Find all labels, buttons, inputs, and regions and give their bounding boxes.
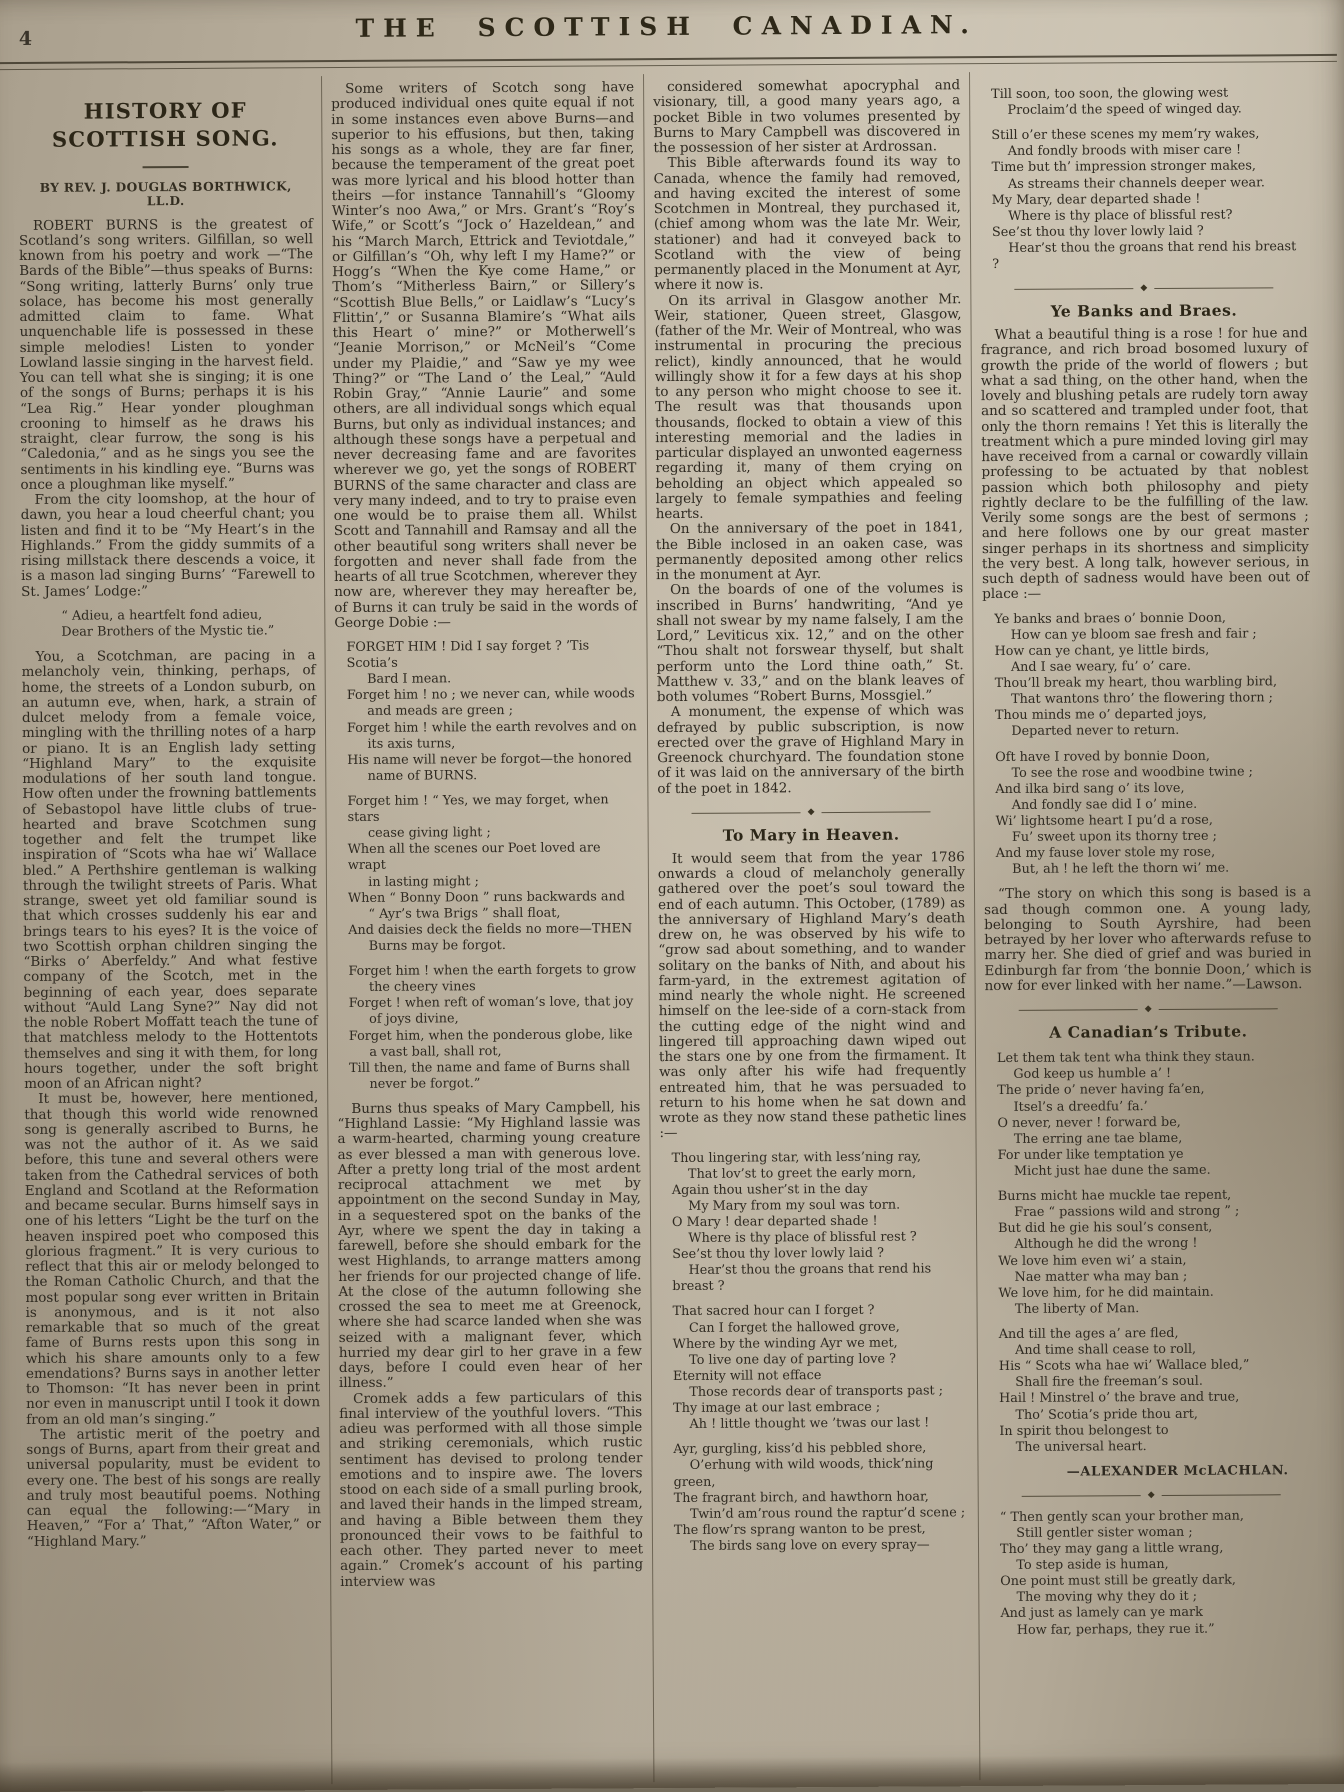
paragraph: On its arrival in Glasgow another Mr. Weir, stationer, Queen street, Glasgow, (father of the Mr. Weir of Montreal, who was instrumental in procuring the precious relict), kindly announced, that he would willingly show it for a few days at his shop to any person who might choose to see it. The result was that thousands upon thousands, flocked to obtain a view of this interesting memorial and the ladies in particular displayed an unwonted eagerness regarding it, many of them crying on beholding an object which appealed so largely to female sympathies and feeling hearts. (654, 290, 963, 523)
verse-tribute-stanza-3: And till the ages a’ are fled, And time shall cease to roll, His “ Scots wha hae wi’ Wallace bled,” Shall fire the freeman’s soul. Hail ! Minstrel o’ the brave and true, Tho’ Scotia’s pride thou art, In spirit thou belongest to The universal heart. (998, 1325, 1250, 1455)
masthead-title: THE SCOTTISH CANADIAN. (355, 10, 978, 43)
author-attribution: —ALEXANDER McLACHLAN. (1066, 1463, 1289, 1480)
verse-to-mary-stanza-2: That sacred hour can I forget ? Can I forget the hallowed grove, Where by the winding Ayr we met, To live one day of parting love ? Eternity will not efface Those records dear of transports past ; Thy image at our last embrace ; Ah ! little thought we ’twas our last ! (672, 1303, 944, 1433)
page-number: 4 (18, 27, 33, 50)
section-title-ye-banks-and-braes: Ye Banks and Braes. (1050, 300, 1238, 321)
paragraph: It would seem that from the year 1786 onwards a cloud of melancholy generally gathered over the poet’s soul toward the end of each autumn. This October, (1789) as the anniversary of Highland Mary’s death drew on, he was observed by his wife to “grow sad about something, and to wander solitary on the banks of Nith, and about his farm-yard, in the extremest agitation of mind nearly the whole night. He screened himself on the lee-side of a corn-stack from the cutting edge of the night wind and lingered till approaching dawn wiped out the stars one by one from the firmament. It was only after his wife had frequently entreated him, that he was persuaded to return to his home when he sat down and wrote as they now stand these pathetic lines :— (657, 848, 967, 1142)
verse-dobie-stanza-2: Forget him ! “ Yes, we may forget, when stars cease giving light ; When all the scenes our Poet loved are wrapt in lasting might ; When “ Bonny Doon ” runs backwards and “ Ayr’s twa Brigs ” shall float, And daisies deck the fields no more—THEN Burns may be forgot. (347, 792, 633, 954)
masthead-double-rule (0, 54, 1337, 70)
column-2 (321, 74, 653, 1784)
divider-ornament-icon: ◆ (1147, 1489, 1155, 1500)
verse-ye-banks-stanza-1: Ye banks and braes o’ bonnie Doon, How can ye bloom sae fresh and fair ; How can ye chant, ye little birds, And I sae weary, fu’ o’ care. Thou’ll break my heart, thou warbling bird, That wantons thro’ the flowering thorn ; Thou minds me o’ departed joys, Departed never to return. (994, 610, 1278, 740)
paragraph: considered somewhat apocryphal and visionary, till, a good many years ago, a pocket Bible in two volumes presented by Burns to Mary Campbell was discovered in the possession of her sister at Ardrossan. (653, 77, 961, 157)
title-ornament-rule (143, 166, 189, 168)
column-layout (9, 70, 1343, 1786)
verse-to-mary-stanza-5: Still o’er these scenes my mem’ry wakes, And fondly broods with miser care ! Time but th’ impression stronger makes, As streams their channels deeper wear. My Mary, dear departed shade ! Where is thy place of blissful rest? See’st thou thy lover lowly laid ? Hear’st thou the groans that rend his breast ? (991, 126, 1301, 273)
paragraph: You, a Scotchman, are pacing in a melancholy vein, thinking, perhaps, of home, the streets of a London suburb, on an autumn eve, when, hark, a strain of dulcet melody from a female voice, mingling with the thrilling notes of a harp or piano. It is an English lady setting “Highland Mary” to the exquisite modulations of her south land tongue. How often under the frowning battlements of Sebastopol have little clubs of true-hearted and brave Scotchmen sung together and felt the trumpet like inspiration of “Scots wha hae wi’ Wallace bled.” A Perthshire gentleman is walking through the twilight streets of Paris. What strange, sweet yet old familiar sound is that which crosses suddenly his ear and brings tears to his eyes? It is the voice of two Scottish orphan children singing the “Birks o’ Aberfeldy.” And what festive company of the Scotch, met in the beginning of each year, does separate without “Auld Lang Syne?” Nay did not the noble Robert Moffatt teach the tune of that matchless melody to the Hottentots themselves and sing it with them, for long hours together, under the soft bright moon of an African night? (21, 647, 319, 1093)
paragraph: A monument, the expense of which was defrayed by public subscription, is now erected over the grave of Highland Mary in Greenock churchyard. The foundation stone of it was laid on the anniversary of the birth of the poet in 1842. (656, 702, 965, 797)
paragraph: What a beautiful thing is a rose ! for hue and fragrance, and rich broad bosomed luxury of growth the pride of the world of flowers ; but what a sad thing, on the other hand, when the lovely and blushing petals are rudely torn away and so scattered and trampled under foot, that only the thorn remains ! Yet this is literally the treatment which a pure minded loving girl may have received from a carnal or cowardly villain professing to be actuated by that noblest passion which both philosophy and piety rightly declare to be the fulfilling of the law. Verily some songs are the best of sermons ; and here follows one by our great master singer perhaps in its shortness and simplicity the very best. A long talk, however serious, in such depth of sadness would have been out of place :— (980, 325, 1310, 603)
paragraph: This Bible afterwards found its way to Canada, whence the family had removed, and having excited the interest of some Scotchmen in Montreal, they purchased it, (chief among whom was the late Mr. Weir, stationer) and had it conveyed back to Scotland with the view of being permanently placed in the Monument at Ayr, where it now is. (653, 153, 962, 294)
verse-to-mary-stanza-1: Thou lingering star, with less’ning ray, That lov’st to greet the early morn, Again thou usher’st in the day My Mary from my soul was torn. O Mary ! dear departed shade ! Where is thy place of blissful rest ? See’st thou thy lover lowly laid ? Hear’st thou the groans that rend his breast ? (671, 1148, 936, 1295)
column-1 (9, 76, 331, 1786)
column-3 (643, 72, 979, 1782)
section-divider (1022, 1490, 1281, 1501)
paragraph: It must be, however, here mentioned, that though this world wide renowned song is generally ascribed to Burns, he was not the author of it. As we said before, this tune and several others were taken from the Cathedral services of both England and Scotland at the Reformation and became secular. Burns himself says in one of his letters “Light be the turf on the heaven inspired poet who composed this glorious fragment.” It is very curious to reflect that this air or melody belonged to the Roman Catholic Church, and that the most popular song ever written in Britain is anonymous, and is it not also remarkable that so much of the great fame of Burns rests upon this song in which his share amounts only to a few emendations? Burns says in another letter to Thomson: “It has never been in print nor even in manuscript until I took it down from an old man’s singing.” (24, 1089, 321, 1428)
paragraph: The artistic merit of the poetry and songs of Burns, apart from their great and universal popularity, must be evident to every one. The best of his songs are really and truly most beautiful poems. Nothing can equal the following:—“Mary in Heaven,” “For a’ That,” “Afton Water,” or “Highland Mary.” (26, 1425, 321, 1550)
paragraph: On the boards of one of the volumes is inscribed in Burns’ handwriting, “And ye shall not swear by my name falsely, I am the Lord,” Leviticus xix. 12,” and on the other “Thou shalt not forswear thyself, but shalt perform unto the Lord thine oath,” St. Matthew v. 33,” and on the blank leaves of both volumes “Robert Burns, Mossgiel.” (656, 580, 964, 706)
section-divider (691, 807, 930, 817)
section-title-a-canadians-tribute: A Canadian’s Tribute. (1049, 1021, 1248, 1042)
article-byline: BY REV. J. DOUGLAS BORTHWICK, LL.D. (39, 178, 292, 208)
verse-tribute-stanza-1: Let them tak tent wha think they staun. God keep us humble a’ ! The pride o’ never having fa’en, Itsel’s a dreedfu’ fa.’ O never, never ! forward be, The erring ane tae blame, For under like temptation ye Micht just hae dune the same. (996, 1049, 1255, 1179)
verse-dobie-stanza-1: FORGET HIM ! Did I say forget ? ’Tis Scotia’s Bard I mean. Forget him ! no ; we never can, while woods and meads are green ; Forget him ! while the earth revolves and on its axis turns, His name will never be forgot—the honored name of BURNS. (346, 638, 637, 784)
paragraph: Some writers of Scotch song have produced individual ones quite equal if not in some instances even above Burns—and superior to his effusions, but then, taking his songs as a whole, they are far finer, because the temperament of the great poet was more lyrical and his blood hotter than theirs —for instance Tannahill’s “Gloomy Winter’s noo Awa,” or Mrs. Grant’s “Roy’s Wife,” or Scott’s “Jock o’ Hazeldean,” and his “March March, Ettrick and Teviotdale,” or Gilfillan’s “Oh, why left I my Hame?” or Hogg’s “When the Kye come Hame,” or Thom’s “Mitherless Bairn,” or Sillery’s “Scottish Blue Bells,” or Laidlaw’s “Lucy’s Flittin’,” or Susanna Blamire’s “What ails this Heart o’ mine?” or Motherwell’s “Jeanie Morrison,” or McNeil’s “Come under my Plaidie,” and “Saw ye my wee Thing?” or “The Land o’ the Leal,” “Auld Robin Gray,” “Annie Laurie” and some others, are all individual songs which equal Burns, but only as individual instances; and although these songs have a perpetual and never decreasing fame and are favorites wherever we go, yet the songs of ROBERT BURNS of the same character and class are very many indeed, and to try to praise even one would be to praise them all. Whilst Scott and Tannahill and Ramsay and all the other beautiful song writers shall never be forgotten and never shall fade from the hearts of all true Scotchmen, wherever they now are, wherever they may hereafter be, of Burns it can truly be said in the words of George Dobie :— (331, 79, 638, 631)
paragraph: Burns thus speaks of Mary Campbell, his “Highland Lassie: “My Highland lassie was a warm-hearted, charming young creature as ever blessed a man with generous love. After a pretty long trial of the most ardent reciprocal attachment we met by appointment on the second Sunday in May, in a sequestered spot on the banks of the Ayr, where we spent the day in taking a farewell, before she should embark for the west Highlands, to arrange matters among her friends for our projected change of life. At the close of the autumn following she crossed the sea to meet me at Greenock, where she had scarce landed when she was seized with a malignant fever, which hurried my dear girl to her grave in a few days, before I could even hear of her illness.” (337, 1099, 642, 1392)
divider-ornament-icon: ◆ (1140, 283, 1148, 294)
verse-to-mary-stanza-4: Till soon, too soon, the glowing west Proclaim’d the speed of winged day. (991, 85, 1242, 119)
paragraph: On the anniversary of the poet in 1841, the Bible inclosed in an oaken case, was permanently deposited among other relics in the monument at Ayr. (655, 519, 964, 584)
section-title-to-mary-in-heaven: To Mary in Heaven. (722, 824, 900, 845)
divider-ornament-icon: ◆ (1144, 1004, 1152, 1015)
section-divider (1014, 284, 1273, 295)
verse-adieu: “ Adieu, a heartfelt fond adieu, Dear Brothers of the Mystic tie.” (61, 607, 275, 640)
verse-tribute-stanza-2: Burns micht hae muckle tae repent, Frae “ passions wild and strong ” ; But did he gie his soul’s consent, Although he did the wrong ! We love him even wi’ a stain, Nae matter wha may ban ; We love him, for he did maintain. The liberty of Man. (997, 1187, 1240, 1317)
verse-ye-banks-stanza-2: Oft have I roved by bonnie Doon, To see the rose and woodbine twine ; And ilka bird sang o’ its love, And fondly sae did I o’ mine. Wi’ lightsome heart I pu’d a rose, Fu’ sweet upon its thorny tree ; And my fause lover stole my rose, But, ah ! he left the thorn wi’ me. (995, 748, 1253, 878)
paragraph: “The story on which this song is based is a sad though common one. A young lady, belonging to South Ayrshire, had been betrayed by her lover who afterwards refuse to marry her. She died of grief and was buried in Edinburgh far from ‘the bonnie Doon,’ which is now for ever linked with her name.”—Lawson. (984, 884, 1312, 995)
section-divider (1019, 1005, 1278, 1016)
verse-closing-quote: “ Then gently scan your brother man, Still gentler sister woman ; Tho’ they may gang a little wrang, To step aside is human, One point must still be greatly dark, The moving why they do it ; And just as lamely can ye mark How far, perhaps, they rue it.” (999, 1508, 1244, 1638)
paragraph: Cromek adds a few particulars of this final interview of the youthful lovers. “This adieu was performed with all those simple and striking ceremonials, which rustic sentiment has devised to prolong tender emotions and to inspire awe. The lovers stood on each side of a small purling brook, and laved their hands in the limped stream, and having a Bible between them they pronounced their vows to be faithful to each other. They parted never to meet again.” Cromek’s account of his parting interview was (339, 1388, 644, 1590)
paragraph: ROBERT BURNS is the greatest of Scotland’s song writers. Gilfillan, so well known from his poetry and work —“The Bards of the Bible”—thus speaks of Burns: “Song writing, latterly Burns’ only true solace, has become his most generally admitted claim to fame. What unquenchable life is possessed in these simple melodies! Listen to yonder Lowland lassie singing in the harvest field. You can tell what she is singing; it is one of the songs of Burns; perhaps it is his “Lea Rig.” Hear yonder ploughman crooning to himself as he draws his straight, clear furrow, the song is his “Caledonia,” and as he sings you see the sentiments in his kindling eye. “Burns was once a ploughman like myself.” (18, 215, 315, 493)
verse-to-mary-stanza-3: Ayr, gurgling, kiss’d his pebbled shore, O’erhung with wild woods, thick’ning green, The fragrant birch, and hawthorn hoar, Twin’d am’rous round the raptur’d scene ; The flow’rs sprang wanton to be prest, The birds sang love on every spray— (673, 1440, 966, 1555)
verse-dobie-stanza-3: Forget him ! when the earth forgets to grow the cheery vines Forget ! when reft of woman’s love, that joy of joys divine, Forget him, when the ponderous globe, like a vast ball, shall rot, Till then, the name and fame of Burns shall never be forgot.” (348, 962, 637, 1092)
article-title: HISTORY OF SCOTTISH SONG. (51, 97, 279, 153)
column-4 (969, 70, 1325, 1780)
paragraph: From the city loomshop, at the hour of dawn, you hear a loud cheerful chant; you listen and find it to be “My Heart’s in the Highlands.” From the giddy summits of a rising millstack there descends a voice, it is a mason lad singing Burns’ “Farewell to St. James’ Lodge:” (20, 490, 316, 600)
divider-ornament-icon: ◆ (807, 806, 815, 817)
